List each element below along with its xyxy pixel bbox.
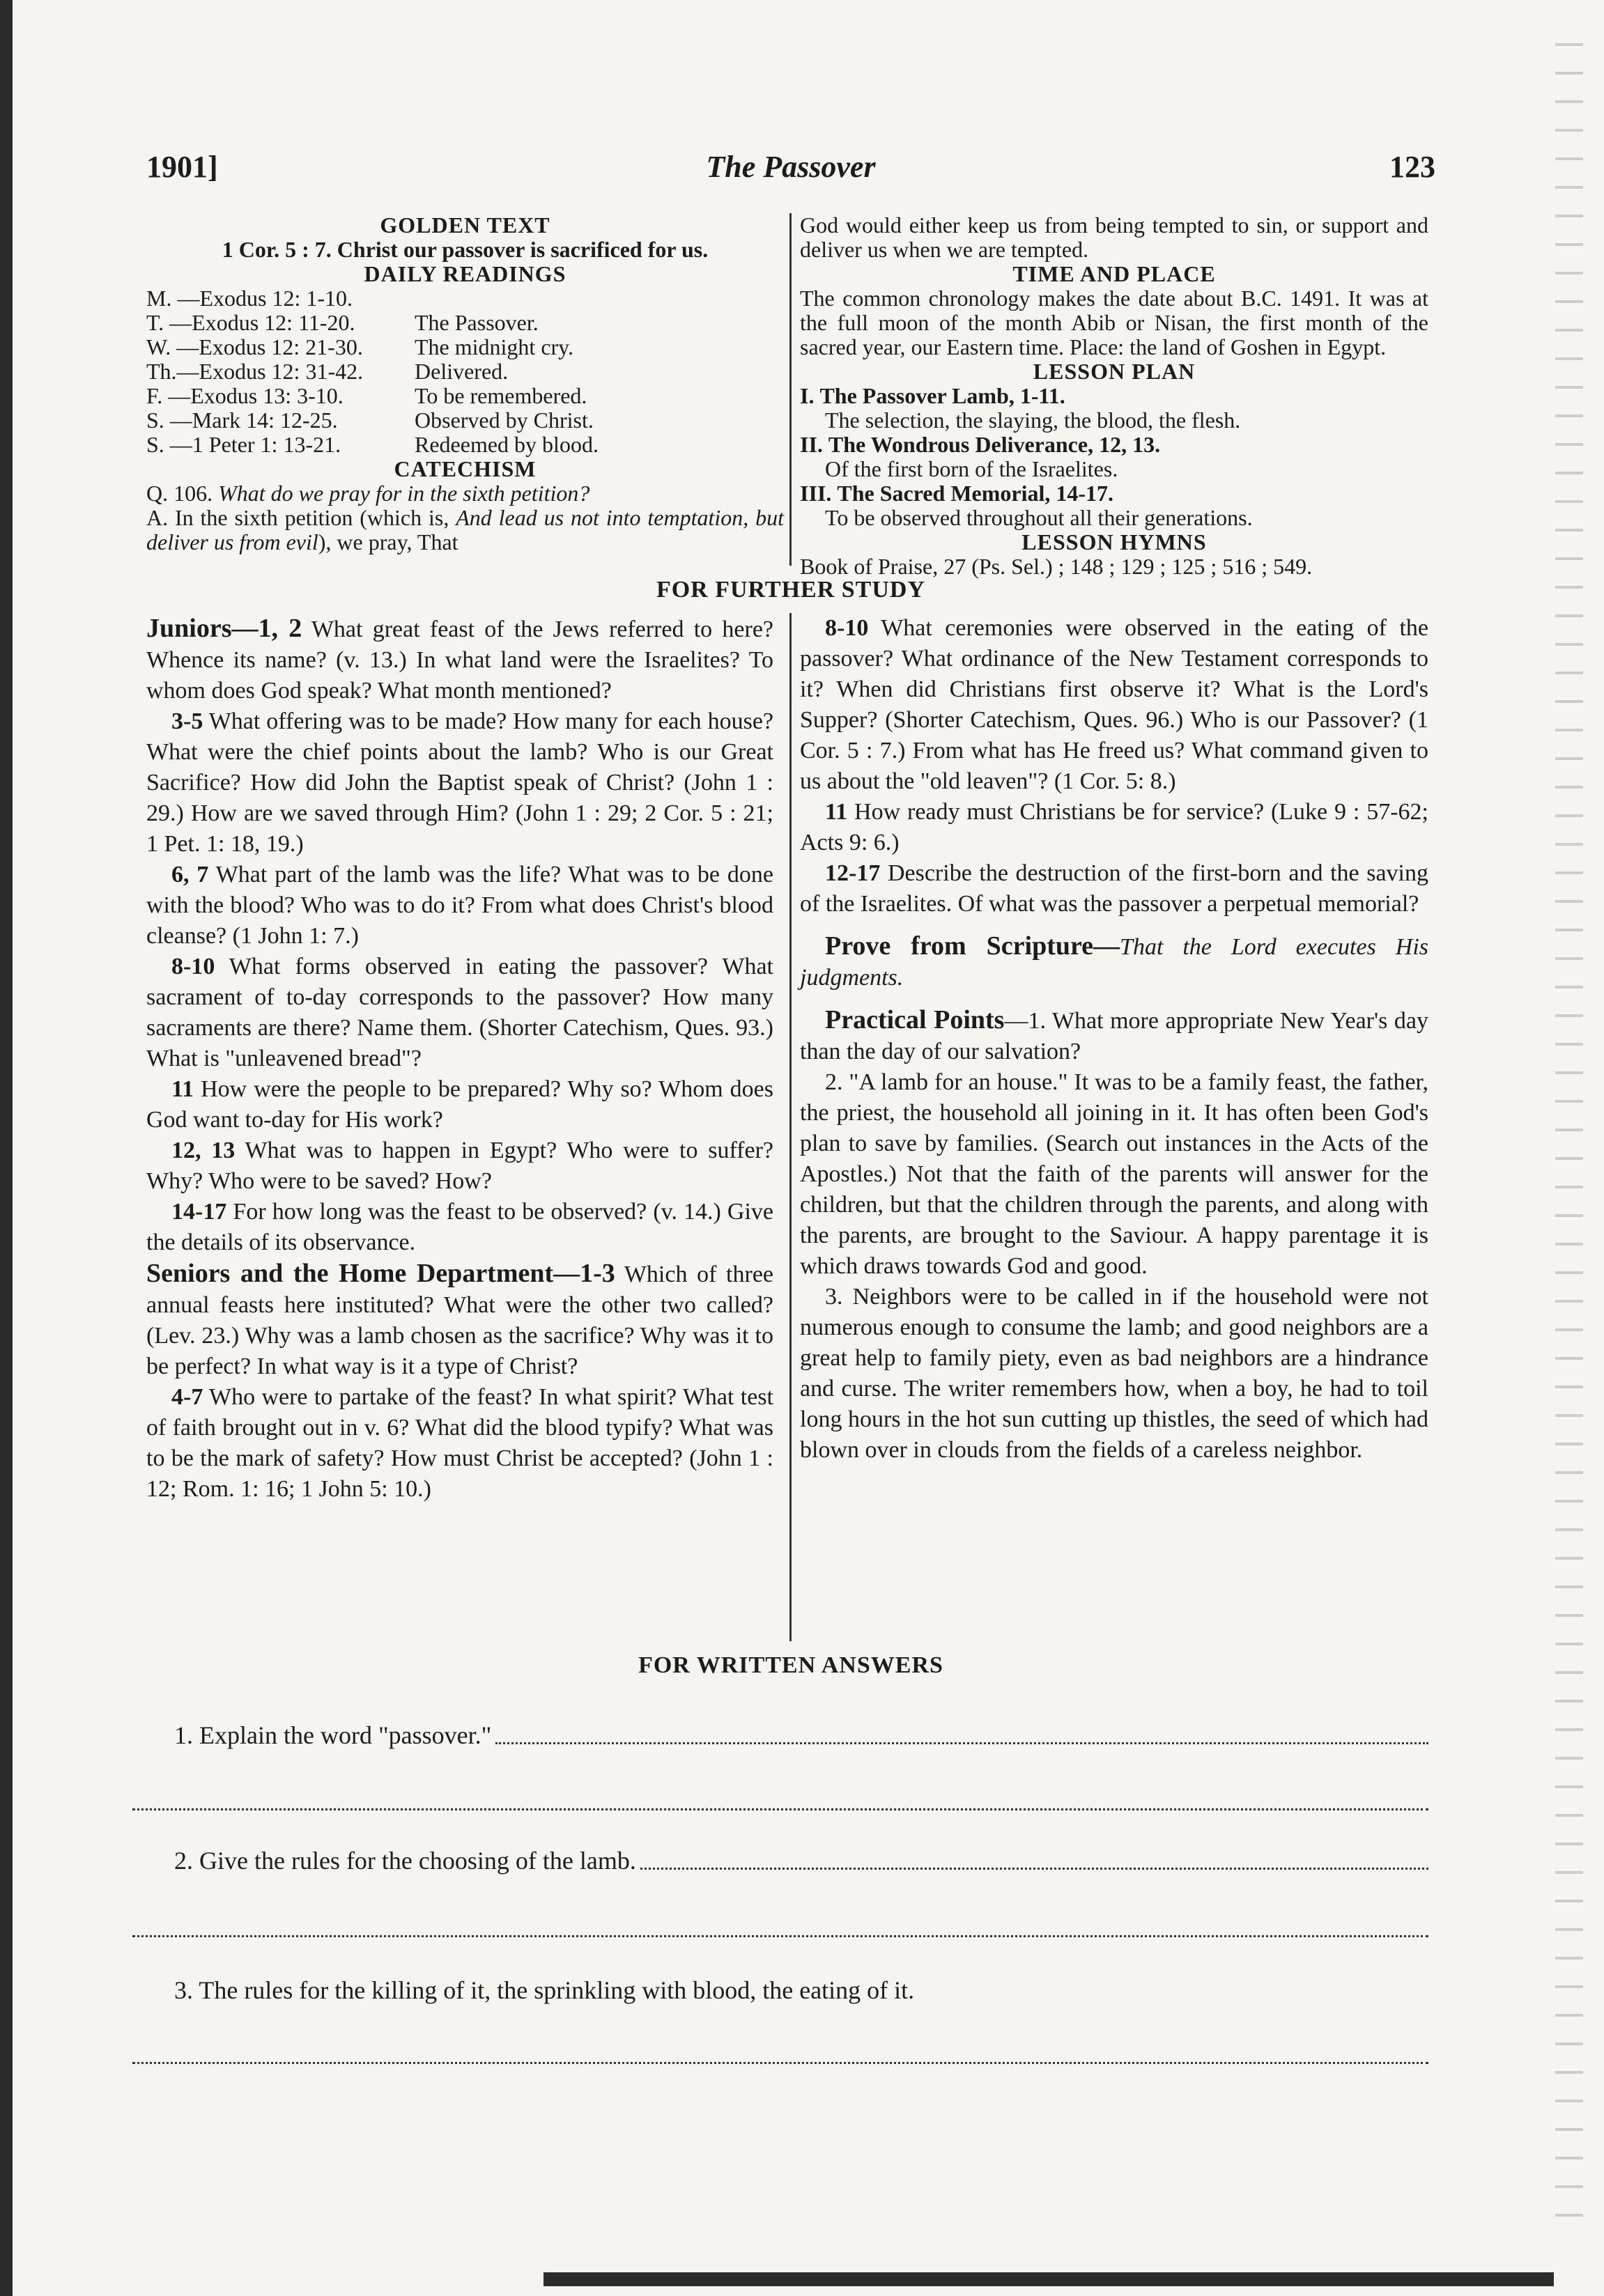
study-item: 12, 13 What was to happen in Egypt? Who were to suffer? Why? Who were to be saved? How? — [146, 1138, 773, 1194]
answer-line[interactable] — [495, 1742, 1428, 1744]
golden-text — [146, 238, 784, 262]
prove-from-scripture: Prove from Scripture—That the Lord executes His judgments. — [800, 931, 1428, 991]
column-rule-main — [789, 613, 792, 1641]
scan-edge-bottom — [543, 2272, 1554, 2286]
reading-row: M. —Exodus 12: 1-10. — [146, 286, 353, 311]
lesson-hymns-heading: LESSON HYMNS — [1021, 529, 1207, 554]
study-item: Seniors and the Home Department—1-3 Which of three annual feasts here instituted? What were the other two called? (Lev. 23.) Why was a lamb chosen as the sacrifice? Why was it to be perfect? In what way is it a type of Christ? — [146, 1259, 774, 1379]
reading-row: F. —Exodus 13: 3-10. To be remembered. — [146, 383, 587, 408]
practical-point: 2. "A lamb for an house." It was to be a family feast, the father, the priest, the household all joining in it. It has often been God's plan to save by families. (Search out instances in the Acts of the Apostles.) Not that the faith of the parents will answer for the children, but that the children through the parents, and along with the parents, are brought to the Saviour. A happy parentage it is which draws towards God and good. — [800, 1069, 1428, 1279]
study-item: 8-10 What forms observed in eating the passover? What sacrament of to-day corresponds to the passover? How many sacraments are there? Name them. (Shorter Catechism, Ques. 93.) What is "unleavened bread"? — [146, 954, 773, 1071]
further-study-heading: FOR FURTHER STUDY — [656, 577, 926, 603]
header-year: 1901] — [146, 150, 218, 184]
reading-row: S. —Mark 14: 12-25. Observed by Christ. — [146, 408, 594, 433]
lesson-plan: I. The Passover Lamb, 1-11. The selection, the slaying, the blood, the flesh. II. The Wondrous Deliverance, 12, 13. Of the first born of the Israelites. III. The Sacred Memorial, 14-17. To be observed throughout all their generations. — [800, 384, 1428, 530]
study-item: 11 How ready must Christians be for service? (Luke 9 : 57-62; Acts 9: 6.) — [800, 799, 1429, 855]
answer-line[interactable] — [132, 1808, 1428, 1810]
reading-row: T. —Exodus 12: 11-20. The Passover. — [146, 310, 539, 335]
written-answers-heading: FOR WRITTEN ANSWERS — [638, 1652, 943, 1678]
answer-line[interactable] — [132, 1935, 1428, 1937]
study-item: 11 How were the people to be prepared? Why so? Whom does God want to-day for His work? — [146, 1076, 774, 1133]
lesson-plan-heading: LESSON PLAN — [1033, 359, 1196, 384]
answer-line[interactable] — [640, 1868, 1428, 1870]
study-item: 8-10 What ceremonies were observed in the eating of the passover? What ordinance of the New Testament corresponds to it? When did Christians first observe it? What is the Lord's Supper? (Shorter Catechism, Ques. 96.) Who is our Passover? (1 Cor. 5 : 7.) From what has He freed us? What command given to us about the "old leaven"? (1 Cor. 5: 8.) — [800, 615, 1429, 794]
header-title: The Passover — [706, 150, 876, 184]
golden-text-ref: 1 Cor. 5 : 7. — [222, 237, 332, 262]
catechism-heading: CATECHISM — [394, 456, 537, 481]
reading-row: W. —Exodus 12: 21-30. The midnight cry. — [146, 334, 574, 359]
plan-item: III. The Sacred Memorial, 14-17. — [800, 481, 1114, 506]
top-left-block — [146, 213, 784, 554]
study-item: 12-17 Describe the destruction of the first-born and the saving of the Israelites. Of what was the passover a perpetual memorial? — [800, 860, 1429, 917]
top-right-block — [800, 213, 1428, 579]
further-study-left — [146, 613, 773, 1505]
study-item: 14-17 For how long was the feast to be observed? (v. 14.) Give the details of its observance. — [146, 1199, 774, 1255]
lesson-hymns: Book of Praise, 27 (Ps. Sel.) ; 148 ; 129 ; 125 ; 516 ; 549. — [800, 554, 1313, 579]
column-rule-top — [789, 213, 792, 566]
catechism-body: Q. 106. What do we pray for in the sixth petition? A. In the sixth petition (which is, And lead us not into temptation, but deliver us from evil), we pray, That — [146, 481, 785, 554]
reading-row: Th.—Exodus 12: 31-42. Delivered. — [146, 359, 509, 384]
scan-edge-left — [0, 0, 13, 2296]
reading-row: S. —1 Peter 1: 13-21. Redeemed by blood. — [146, 432, 599, 457]
study-item: 6, 7 What part of the lamb was the life? What was to be done with the blood? Who was to do it? From what does Christ's blood cleanse? (1 John 1: 7.) — [146, 862, 773, 949]
catechism-continuation: God would either keep us from being tempted to sin, or support and deliver us when we are tempted. — [800, 212, 1428, 262]
practical-point: 3. Neighbors were to be called in if the household were not numerous enough to consume the lamb; and good neighbors are a great help to family piety, even as bad neighbors are a hindrance and curse. The writer remembers how, when a boy, he had to toil long hours in the hot sun cutting up thistles, the seed of which had blown over in clouds from the fields of a careless neighbor. — [800, 1284, 1428, 1463]
time-place-text: The common chronology makes the date about B.C. 1491. It was at the full moon of the month Abib or Nisan, the first month of the sacred year, our Eastern time. Place: the land of Goshen in Egypt. — [800, 286, 1428, 359]
study-item: 4-7 Who were to partake of the feast? In what spirit? What test of faith brought out in v. 6? What did the blood typify? What was to be the mark of safety? How must Christ be accepted? (John 1 : 12; Rom. 1: 16; 1 John 5: 10.) — [146, 1384, 773, 1502]
daily-readings-heading: DAILY READINGS — [364, 261, 566, 286]
golden-text-heading: GOLDEN TEXT — [380, 212, 550, 238]
scan-edge-right — [1555, 28, 1583, 2222]
daily-readings-list — [146, 286, 784, 457]
golden-text-body: Christ our passover is sacrificed for us. — [337, 237, 709, 262]
catechism-answer: A. In the sixth petition (which is, — [146, 505, 449, 530]
further-study-right — [800, 613, 1428, 1466]
running-header — [146, 149, 1435, 191]
answer-line[interactable] — [132, 2062, 1428, 2064]
plan-item: II. The Wondrous Deliverance, 12, 13. — [800, 432, 1161, 457]
practical-point: Practical Points—1. What more appropriate New Year's day than the day of our salvation? — [800, 1005, 1428, 1064]
study-item: 3-5 What offering was to be made? How many for each house? What were the chief points about the lamb? Who is our Great Sacrifice? How did John the Baptist speak of Christ? (John 1 : 29.) How are we saved through Him? (John 1 : 29; 2 Cor. 5 : 21; 1 Pet. 1: 18, 19.) — [146, 708, 773, 857]
answer-question-3: 3. The rules for the killing of it, the sprinkling with blood, the eating of it. — [174, 1976, 915, 2004]
answer-question-2: 2. Give the rules for the choosing of the lamb. — [174, 1846, 1428, 1875]
time-place-heading: TIME AND PLACE — [1012, 261, 1216, 286]
page-number: 123 — [1389, 150, 1435, 184]
study-item: Juniors—1, 2 What great feast of the Jews referred to here? Whence its name? (v. 13.) In what land were the Israelites? To whom does God speak? What month mentioned? — [146, 614, 773, 704]
catechism-question: What do we pray for in the sixth petition? — [218, 481, 590, 506]
answer-question-1: 1. Explain the word "passover." — [174, 1721, 1428, 1750]
plan-item: I. The Passover Lamb, 1-11. — [800, 383, 1065, 408]
